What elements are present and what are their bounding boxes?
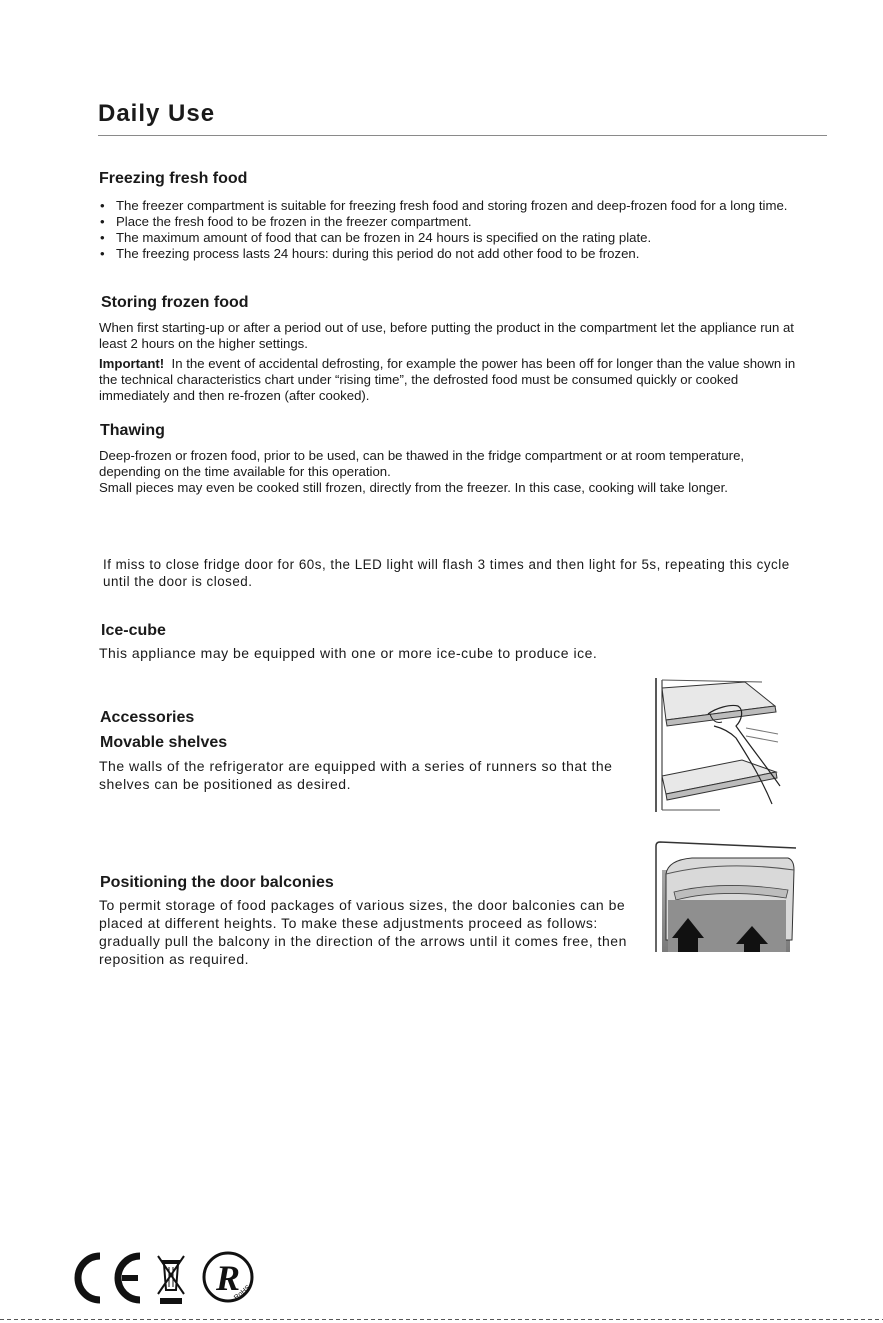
list-item: • The freezing process lasts 24 hours: during this period do not add other food to be frozen. [98, 246, 823, 262]
door-balcony-illustration [652, 840, 799, 952]
title-divider [98, 135, 827, 136]
ce-mark-icon [78, 1256, 140, 1300]
freezing-heading: Freezing fresh food [99, 170, 248, 187]
ice-cube-heading: Ice-cube [101, 622, 166, 639]
page-bottom-border [0, 1319, 883, 1320]
thawing-paragraph-2: Small pieces may even be cooked still frozen, directly from the freezer. In this case, cooking will take longer. [99, 480, 728, 495]
thawing-paragraph-1: Deep-frozen or frozen food, prior to be used, can be thawed in the fridge compartment or at room temperature, depending on the time available for this operation. [99, 448, 745, 479]
movable-shelves-paragraph: The walls of the refrigerator are equipped with a series of runners so that the shelves can be positioned as desired. [99, 758, 613, 792]
ice-cube-paragraph: This appliance may be equipped with one or more ice-cube to produce ice. [99, 645, 598, 661]
movable-shelves-heading: Movable shelves [100, 734, 228, 751]
storing-important [99, 356, 811, 404]
balconies-paragraph: To permit storage of food packages of various sizes, the door balconies can be placed at different heights. To make these adjustments proceed as follows: gradually pull the balcony in the direction of the arrows until it comes free, then reposition as required. [99, 897, 627, 967]
svg-text:R: R [216, 1258, 241, 1298]
list-item: • The maximum amount of food that can be frozen in 24 hours is specified on the rating plate. [98, 230, 823, 246]
list-item: • The freezer compartment is suitable for freezing fresh food and storing frozen and deep-frozen food for a long time. [98, 198, 823, 214]
storing-heading: Storing frozen food [101, 294, 249, 311]
certification-logos [70, 1250, 260, 1306]
storing-paragraph: When first starting-up or after a period out of use, before putting the product in the compartment let the appliance run at least 2 hours on the higher settings. [99, 320, 794, 351]
shelf-illustration [650, 676, 785, 814]
freezing-list [98, 198, 823, 262]
thawing-heading: Thawing [100, 422, 165, 439]
door-alarm-note: If miss to close fridge door for 60s, the LED light will flash 3 times and then light for 5s, repeating this cycle until the door is closed. [103, 557, 790, 589]
accessories-heading: Accessories [100, 709, 195, 726]
important-label: Important! [99, 356, 165, 371]
rohs-icon [204, 1253, 252, 1302]
svg-text:RoHS: RoHS [233, 1284, 252, 1302]
balconies-heading: Positioning the door balconies [100, 874, 334, 891]
list-item: • Place the fresh food to be frozen in the freezer compartment. [98, 214, 823, 230]
page-title: Daily Use [98, 100, 216, 127]
weee-bin-icon [158, 1256, 184, 1304]
important-text: In the event of accidental defrosting, for example the power has been off for longer than the value shown in the technical characteristics chart under “rising time”, the defrosted food must be consumed quickly or cooked immediately and then re-frozen (after cooked). [99, 356, 796, 403]
